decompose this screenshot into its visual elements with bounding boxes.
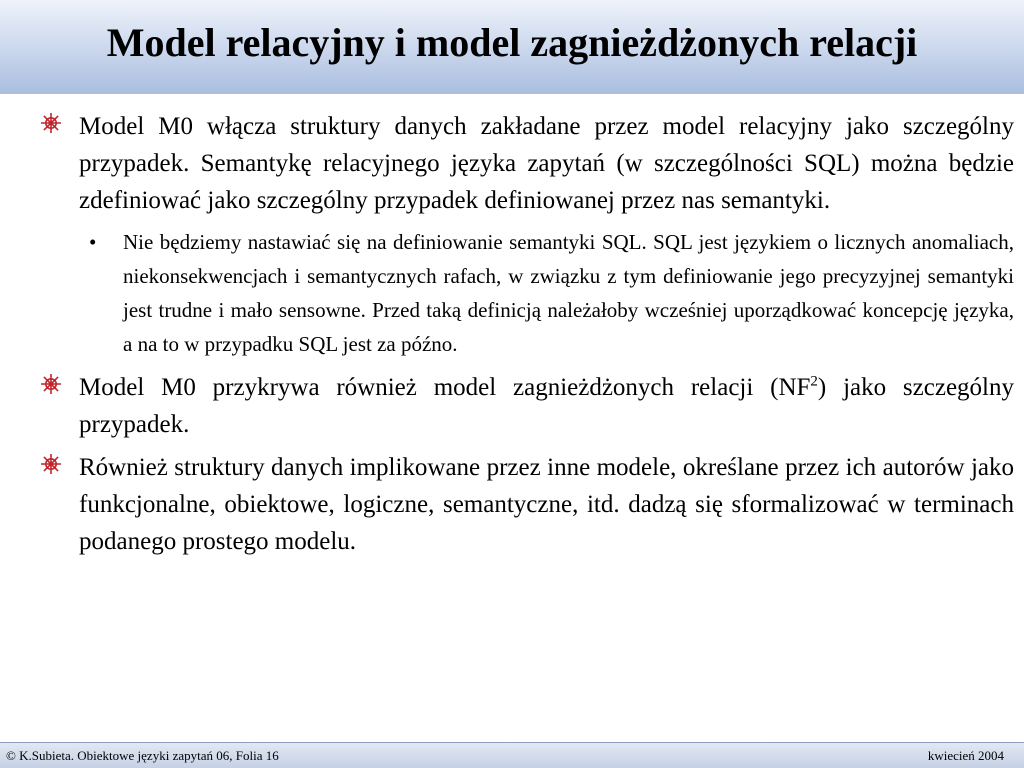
sub-bullet-item — [85, 225, 1014, 361]
bullet-text-part: ) jako szczególny przypadek. — [79, 374, 1014, 438]
superscript: 2 — [810, 373, 818, 390]
bullet-text-part: Model M0 przykrywa również model zagnieżdżonych relacji (NF — [79, 374, 811, 401]
footer-date: kwiecień 2004 — [927, 748, 1004, 763]
slide-title: Model relacyjny i model zagnieżdżonych relacji — [106, 20, 918, 65]
title-bar — [0, 0, 1024, 94]
wheel-bullet-icon — [40, 453, 62, 475]
bullet-item — [40, 108, 1014, 219]
bullet-item — [40, 369, 1014, 443]
footer-copyright: © K.Subieta. Obiektowe języki zapytań 06, Folia 16 — [6, 748, 279, 763]
bullet-text: Również struktury danych implikowane przez inne modele, określane przez ich autorów jako funkcjonalne, obiektowe, logiczne, semantyczne, itd. dadzą się sformalizować w terminach podanego prostego modelu. — [79, 454, 1014, 555]
sub-bullet-text: Nie będziemy nastawiać się na definiowanie semantyki SQL. SQL jest językiem o licznych anomaliach, niekonsekwencjach i semantycznych rafach, w związku z tym definiowanie jego precyzyjnej semantyki jest trudne i mało sensowne. Przed taką definicją należałoby wcześniej uporządkować koncepcję języka, a na to w przypadku SQL jest za późno. — [123, 230, 1014, 356]
wheel-bullet-icon — [40, 112, 62, 134]
bullet-item — [40, 449, 1014, 560]
slide-content — [40, 108, 1014, 566]
bullet-text — [79, 374, 1014, 438]
bullet-text: Model M0 włącza struktury danych zakładane przez model relacyjny jako szczególny przypadek. Semantykę relacyjnego języka zapytań (w szczególności SQL) można będzie zdefiniować jako szczególny przypadek definiowanej przez nas semantyki. — [79, 113, 1014, 214]
wheel-bullet-icon — [40, 373, 62, 395]
footer-bar — [0, 742, 1024, 768]
sub-bullet-dot: • — [89, 230, 97, 254]
